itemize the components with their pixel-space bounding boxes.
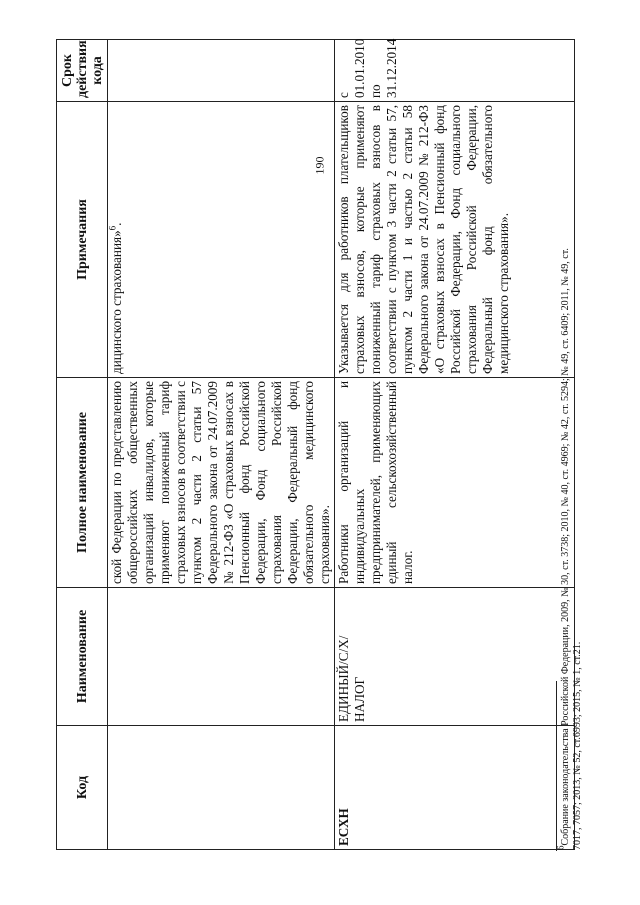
footnote-reference: 6 [107, 225, 118, 231]
header-code: Код [57, 726, 108, 850]
row-notes-text: Указывается для работников плательщиков страховых взносов, которые применяют пониженный тариф страховых взносов в соответствии с пунктом 3 части 2 статьи 57, пунктом 2 части 1 и частью 2 статьи 58 Федерального закона от 24.07.2009 № 212-ФЗ «О страховых взносах в Пенсионный фонд Российской Федерации, Фонд социального страхования Российской Федерации, Федеральный фонд обязательного медицинского страхования». [336, 105, 511, 374]
footnote [555, 230, 584, 850]
row-name: ЕДИНЫЙ/С/Х/НАЛОГ [335, 588, 575, 726]
row-validity: с 01.01.2010 по 31.12.2014 [335, 40, 575, 102]
header-validity: Срок действия кода [57, 40, 108, 102]
row-validity [108, 40, 335, 102]
row-notes-tail: . [109, 222, 124, 226]
row-full-name: Работники организаций и индивидуальных предпринимателей, применяющих единый сельскохозяйственный налог. [335, 378, 575, 588]
table-row [335, 40, 575, 850]
row-code [108, 726, 335, 850]
row-full-name: ской Федерации по представлению общероссийских общественных организаций инвалидов, которые применяют пониженный тариф страховых взносов в соответствии с пунктом 2 части 2 статьи 57 Федерального закона от 24.07.2009 № 212-ФЗ «О страховых взносах в Пенсионный фонд Российской Федерации, Фонд социального страхования Российской Федерации, Федеральный фонд обязательного медицинского страхования». [108, 378, 335, 588]
header-notes: Примечания [57, 102, 108, 378]
header-full-name: Полное наименование [57, 378, 108, 588]
codes-table [56, 39, 575, 850]
row-notes [108, 102, 335, 378]
row-notes [335, 102, 575, 378]
page-number: 190 [312, 156, 327, 175]
row-name [108, 588, 335, 726]
footnote-marker: 6 [555, 845, 566, 850]
table-row [108, 40, 335, 850]
rotated-page-content [56, 40, 616, 850]
row-code: ЕСХН [335, 726, 575, 850]
footnote-divider [556, 681, 557, 851]
row-notes-text: дицинского страхования» [109, 230, 124, 374]
header-name: Наименование [57, 588, 108, 726]
footnote-text: Собрание законодательства Российской Федерации, 2009, № 30, ст. 3738; 2010, № 40, ст. 4969; № 42, ст. 5294; № 49, ст. 6409; 2011, № 49, ст. 7017, 7057; 2013, № 52, ст.6993; 2015, № 1, ст.21. [560, 248, 583, 850]
table-header-row [57, 40, 108, 850]
